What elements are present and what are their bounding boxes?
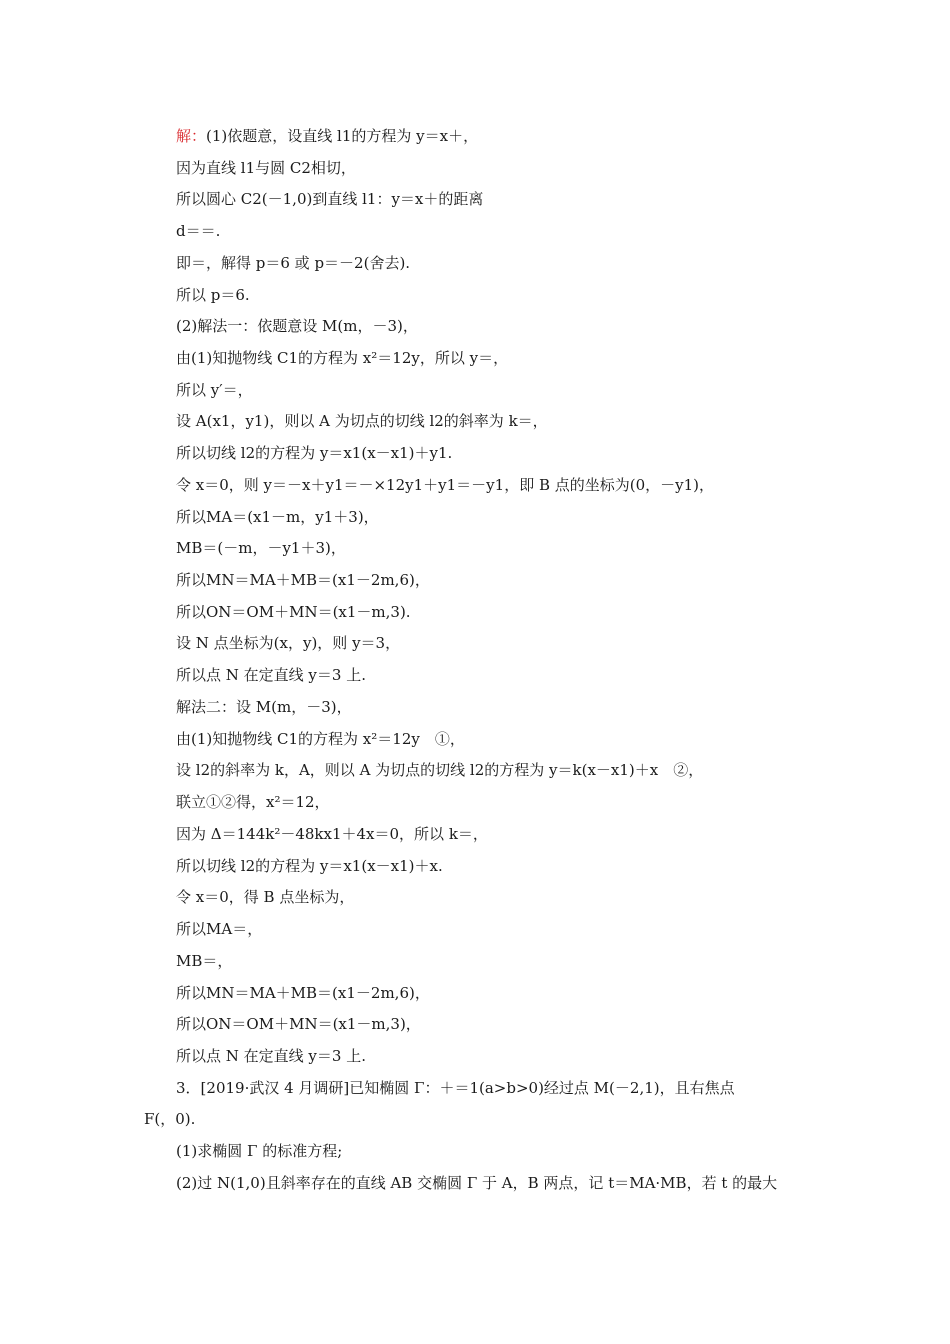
problem3-part2: (2)过 N(1,0)且斜率存在的直线 AB 交椭圆 Γ 于 A，B 两点，记 t＝MA·MB，若 t 的最大 <box>176 1174 778 1192</box>
solution-line-7: (2)解法一：依题意设 M(m，－3)， <box>176 317 418 335</box>
solution-line-21: 设 l2的斜率为 k，A，则以 A 为切点的切线 l2的方程为 y＝k(x－x1)＋x ②， <box>176 761 704 779</box>
problem3-statement: 3．[2019·武汉 4 月调研]已知椭圆 Γ：＋＝1(a>b>0)经过点 M(－2,1)，且右焦点 <box>176 1079 735 1097</box>
problem3-part1: (1)求椭圆 Γ 的标准方程; <box>176 1142 343 1160</box>
solution-label: 解： <box>176 127 207 145</box>
solution-line-14: MB＝(－m，－y1＋3)， <box>176 539 346 557</box>
solution-line-22: 联立①②得，x²＝12， <box>176 793 330 811</box>
solution-line-20: 由(1)知抛物线 C1的方程为 x²＝12y ①， <box>176 730 465 748</box>
solution-line-15: 所以MN＝MA＋MB＝(x1－2m,6)， <box>176 571 430 589</box>
solution-text: (1)依题意，设直线 l1的方程为 y＝x＋， <box>206 127 479 145</box>
solution-line-27: MB＝， <box>176 952 233 970</box>
solution-line-25: 令 x＝0，得 B 点坐标为， <box>176 888 355 906</box>
solution-line-26: 所以MA＝， <box>176 920 263 938</box>
solution-line-8: 由(1)知抛物线 C1的方程为 x²＝12y，所以 y＝， <box>176 349 509 367</box>
solution-line-17: 设 N 点坐标为(x，y)，则 y＝3， <box>176 634 401 652</box>
solution-line-5: 即＝，解得 p＝6 或 p＝－2(舍去). <box>176 254 411 272</box>
solution-line-24: 所以切线 l2的方程为 y＝x1(x－x1)＋x. <box>176 857 443 875</box>
solution-line-4: d＝＝. <box>176 222 221 240</box>
solution-line-23: 因为 Δ＝144k²－48kx1＋4x＝0，所以 k＝， <box>176 825 488 843</box>
solution-line-2: 因为直线 l1与圆 C2相切， <box>176 159 356 177</box>
solution-line-11: 所以切线 l2的方程为 y＝x1(x－x1)＋y1. <box>176 444 453 462</box>
solution-line-6: 所以 p＝6. <box>176 286 250 304</box>
solution-line-10: 设 A(x1，y1)，则以 A 为切点的切线 l2的斜率为 k＝， <box>176 412 548 430</box>
problem3-statement-cont: F(，0). <box>144 1110 196 1128</box>
solution-line-18: 所以点 N 在定直线 y＝3 上. <box>176 666 366 684</box>
solution-line-28: 所以MN＝MA＋MB＝(x1－2m,6)， <box>176 984 430 1002</box>
solution-line-30: 所以点 N 在定直线 y＝3 上. <box>176 1047 366 1065</box>
solution-line-1 <box>176 126 478 146</box>
solution-line-29: 所以ON＝OM＋MN＝(x1－m,3)， <box>176 1015 421 1033</box>
solution-line-16: 所以ON＝OM＋MN＝(x1－m,3). <box>176 603 411 621</box>
solution-line-12: 令 x＝0，则 y＝－x＋y1＝－×12y1＋y1＝－y1，即 B 点的坐标为(0，－y1)， <box>176 476 715 494</box>
solution-line-19: 解法二：设 M(m，－3)， <box>176 698 352 716</box>
solution-line-13: 所以MA＝(x1－m，y1＋3)， <box>176 508 379 526</box>
solution-line-3: 所以圆心 C2(－1,0)到直线 l1：y＝x＋的距离 <box>176 190 484 208</box>
solution-line-9: 所以 y′＝， <box>176 381 253 399</box>
